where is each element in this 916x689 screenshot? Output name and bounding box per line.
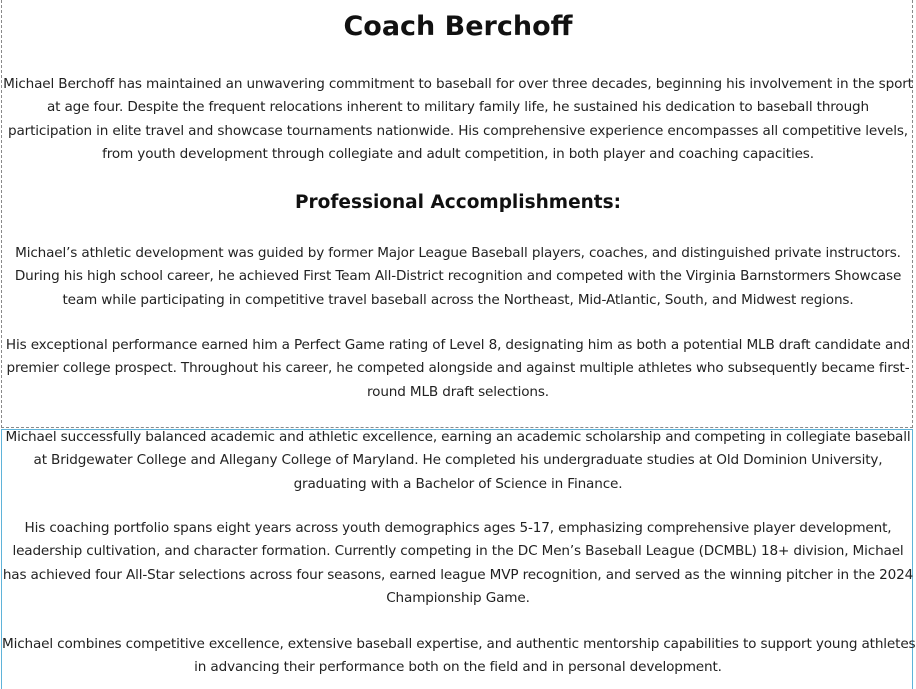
accomplishment-paragraph-summary	[2, 633, 914, 680]
paragraph-line: graduating with a Bachelor of Science in Finance.	[293, 475, 623, 492]
accomplishment-paragraph-rating	[2, 334, 914, 404]
paragraph-line: During his high school career, he achieved First Team All-District recognition and competed with the Virginia Barnstormers Showcase	[14, 268, 902, 285]
paragraph-line: in advancing their performance both on the field and in personal development.	[194, 659, 722, 676]
paragraph-line: His exceptional performance earned him a Perfect Game rating of Level 8, designating him as both a potential MLB draft candidate and	[5, 337, 911, 353]
section-heading-accomplishments: Professional Accomplishments:	[294, 192, 622, 213]
paragraph-line: at Bridgewater College and Allegany College of Maryland. He completed his undergraduate studies at Old Dominion University,	[33, 452, 883, 469]
intro-paragraph	[2, 73, 914, 167]
paragraph-line: Michael successfully balanced academic and athletic excellence, earning an academic scholarship and competing in collegiate baseball	[5, 429, 911, 445]
accomplishment-paragraph-academics	[2, 426, 914, 496]
paragraph-line: premier college prospect. Throughout his career, he competed alongside and against multiple athletes who subsequently became first-	[6, 360, 910, 377]
paragraph-line: His coaching portfolio spans eight years across youth demographics ages 5-17, emphasizing comprehensive player development,	[24, 520, 892, 536]
paragraph-line: has achieved four All-Star selections across four seasons, earned league MVP recognition, and served as the winning pitcher in the 2024	[2, 566, 914, 583]
paragraph-line: team while participating in competitive travel baseball across the Northeast, Mid-Atlantic, South, and Midwest regions.	[62, 291, 854, 308]
intro-line: participation in elite travel and showcase tournaments nationwide. His comprehensive experience encompasses all competitive levels,	[8, 122, 908, 139]
paragraph-line: Championship Game.	[386, 590, 530, 607]
intro-line: from youth development through collegiate and adult competition, in both player and coaching capacities.	[102, 146, 814, 163]
intro-line: at age four. Despite the frequent relocations inherent to military family life, he sustained his dedication to baseball through	[46, 99, 870, 116]
paragraph-line: round MLB draft selections.	[367, 383, 549, 400]
intro-line: Michael Berchoff has maintained an unwavering commitment to baseball for over three decades, beginning his involvement in the sport	[3, 76, 913, 92]
paragraph-line: Michael combines competitive excellence, extensive baseball expertise, and authentic mentorship capabilities to support young athletes	[2, 636, 916, 652]
accomplishment-paragraph-coaching	[2, 517, 914, 611]
accomplishment-paragraph-development	[2, 242, 914, 312]
paragraph-line: leadership cultivation, and character formation. Currently competing in the DC Men’s Baseball League (DCMBL) 18+ division, Michael	[12, 543, 904, 560]
paragraph-line: Michael’s athletic development was guided by former Major League Baseball players, coaches, and distinguished private instructors.	[15, 245, 901, 261]
page-title: Coach Berchoff	[343, 11, 573, 42]
